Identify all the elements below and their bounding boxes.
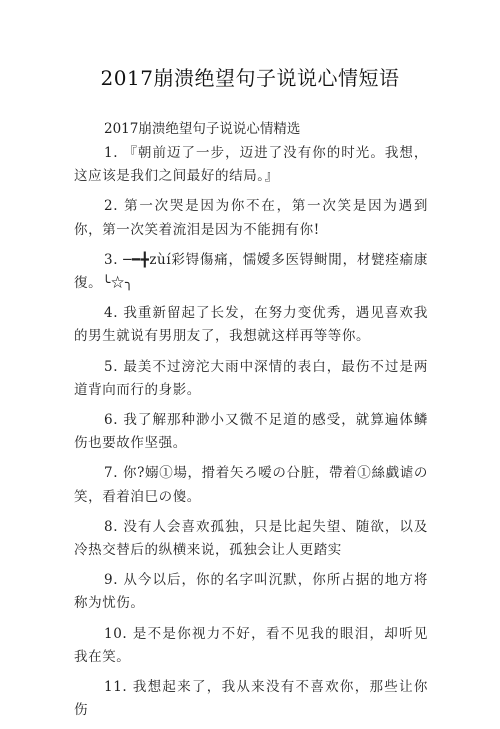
- list-item: 10. 是不是你视力不好，看不见我的眼泪，却听见我在笑。: [74, 625, 428, 665]
- list-item: 4. 我重新留起了长发，在努力变优秀，遇见喜欢我的男生就说有男朋友了，我想就这样再等等你。: [74, 305, 428, 345]
- list-item: 11. 我想起来了，我从来没有不喜欢你，那些让你伤: [74, 679, 428, 719]
- list-item: 1. 『朝前迈了一步，迈进了没有你的时光。我想，这应该是我们之间最好的结局。』: [74, 145, 428, 185]
- article-body: [74, 142, 428, 729]
- list-item: 3. ─━╋zùí彩锝傷痛，懦嬡多医锝鲥閒，材甓痊瘉康復。╰☆╮: [74, 251, 428, 292]
- list-item: 8. 没有人会喜欢孤独，只是比起失望、随欲，以及冷热交替后的纵横来说，孤独会让人更踏实: [74, 518, 428, 559]
- list-item: 2. 第一次哭是因为你不在，第一次笑是因为遇到你，第一次笑着流泪是因为不能拥有你!: [74, 198, 428, 238]
- list-item: 6. 我了解那种渺小又微不足道的感受，就算遍体鳞伤也要故作坚强。: [74, 412, 428, 452]
- page-title: 2017崩溃绝望句子说说心情短语: [100, 66, 400, 90]
- list-item: 5. 最美不过滂沱大雨中深情的表白，最伤不过是两道背向而行的身影。: [74, 358, 428, 398]
- section-subtitle: 2017崩溃绝望句子说说心情精选: [104, 121, 301, 137]
- list-item: 7. 你?嫋①場，搰着矢ろ嗳の㕣脏，帶着①絲戱谑の笑，看着洎巳の傻。: [74, 465, 428, 505]
- list-item: 9. 从今以后，你的名字叫沉默，你所占据的地方将称为忧伤。: [74, 572, 428, 612]
